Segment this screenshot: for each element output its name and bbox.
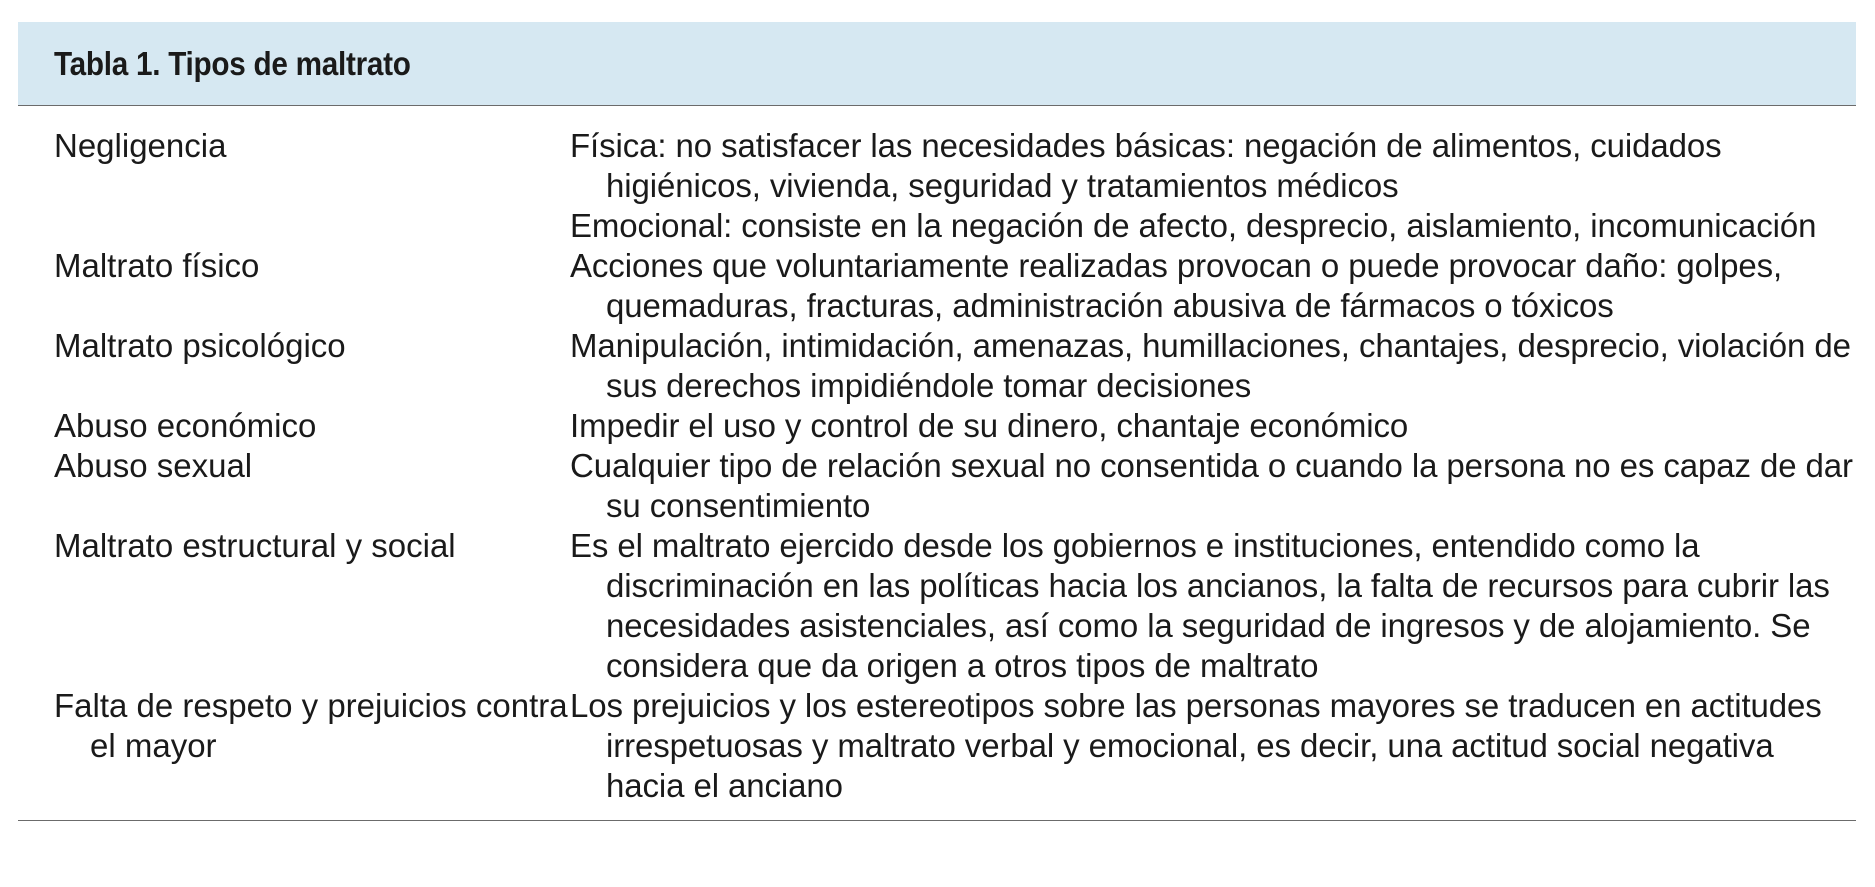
- abuse-type-label: Abuso sexual: [54, 447, 253, 484]
- abuse-description: Cualquier tipo de relación sexual no consentida o cuando la persona no es capaz de dar su consentimiento: [570, 447, 1853, 524]
- table-row: [18, 446, 1856, 526]
- abuse-type-label: Maltrato estructural y social: [54, 527, 456, 564]
- abuse-description-cell: [570, 446, 1856, 526]
- abuse-type-label: Negligencia: [54, 127, 227, 164]
- abuse-description: Física: no satisfacer las necesidades básicas: negación de alimentos, cuidados higiénicos, vivienda, seguridad y tratamientos médicos: [570, 127, 1722, 204]
- table-row: [18, 686, 1856, 806]
- table-row: [18, 406, 1856, 446]
- abuse-description-cell: [570, 526, 1856, 686]
- abuse-description-cell: [570, 326, 1856, 406]
- abuse-type-label: Maltrato psicológico: [54, 327, 346, 364]
- abuse-description-cell: [570, 406, 1856, 446]
- table-row: [18, 246, 1856, 326]
- table-row: [18, 126, 1856, 246]
- abuse-description: Manipulación, intimidación, amenazas, humillaciones, chantajes, desprecio, violación de sus derechos impidiéndole tomar decisiones: [570, 327, 1851, 404]
- abuse-description: Emocional: consiste en la negación de afecto, desprecio, aislamiento, incomunicación: [570, 207, 1817, 244]
- table-row: [18, 526, 1856, 686]
- abuse-description-cell: [570, 686, 1856, 806]
- abuse-description-cell: [570, 246, 1856, 326]
- abuse-description: Impedir el uso y control de su dinero, chantaje económico: [570, 407, 1409, 444]
- table-header: [18, 22, 1856, 106]
- abuse-description: Los prejuicios y los estereotipos sobre las personas mayores se traducen en actitudes irrespetuosas y maltrato verbal y emocional, es decir, una actitud social negativa hacia el anciano: [570, 687, 1822, 804]
- abuse-description: Acciones que voluntariamente realizadas provocan o puede provocar daño: golpes, quemaduras, fracturas, administración abusiva de fármacos o tóxicos: [570, 247, 1783, 324]
- table-body: [18, 106, 1856, 821]
- abuse-types-table: [18, 22, 1856, 821]
- abuse-type-label: Falta de respeto y prejuicios contra el mayor: [54, 687, 568, 764]
- abuse-type-label: Abuso económico: [54, 407, 317, 444]
- table-title: Tabla 1. Tipos de maltrato: [54, 44, 411, 82]
- table-row: [18, 326, 1856, 406]
- abuse-type-label: Maltrato físico: [54, 247, 260, 284]
- abuse-description-cell: [570, 126, 1856, 246]
- abuse-description: Es el maltrato ejercido desde los gobiernos e instituciones, entendido como la discriminación en las políticas hacia los ancianos, la falta de recursos para cubrir las necesidades asistenciales, así como la seguridad de ingresos y de alojamiento. Se considera que da origen a otros tipos de maltrato: [570, 527, 1830, 684]
